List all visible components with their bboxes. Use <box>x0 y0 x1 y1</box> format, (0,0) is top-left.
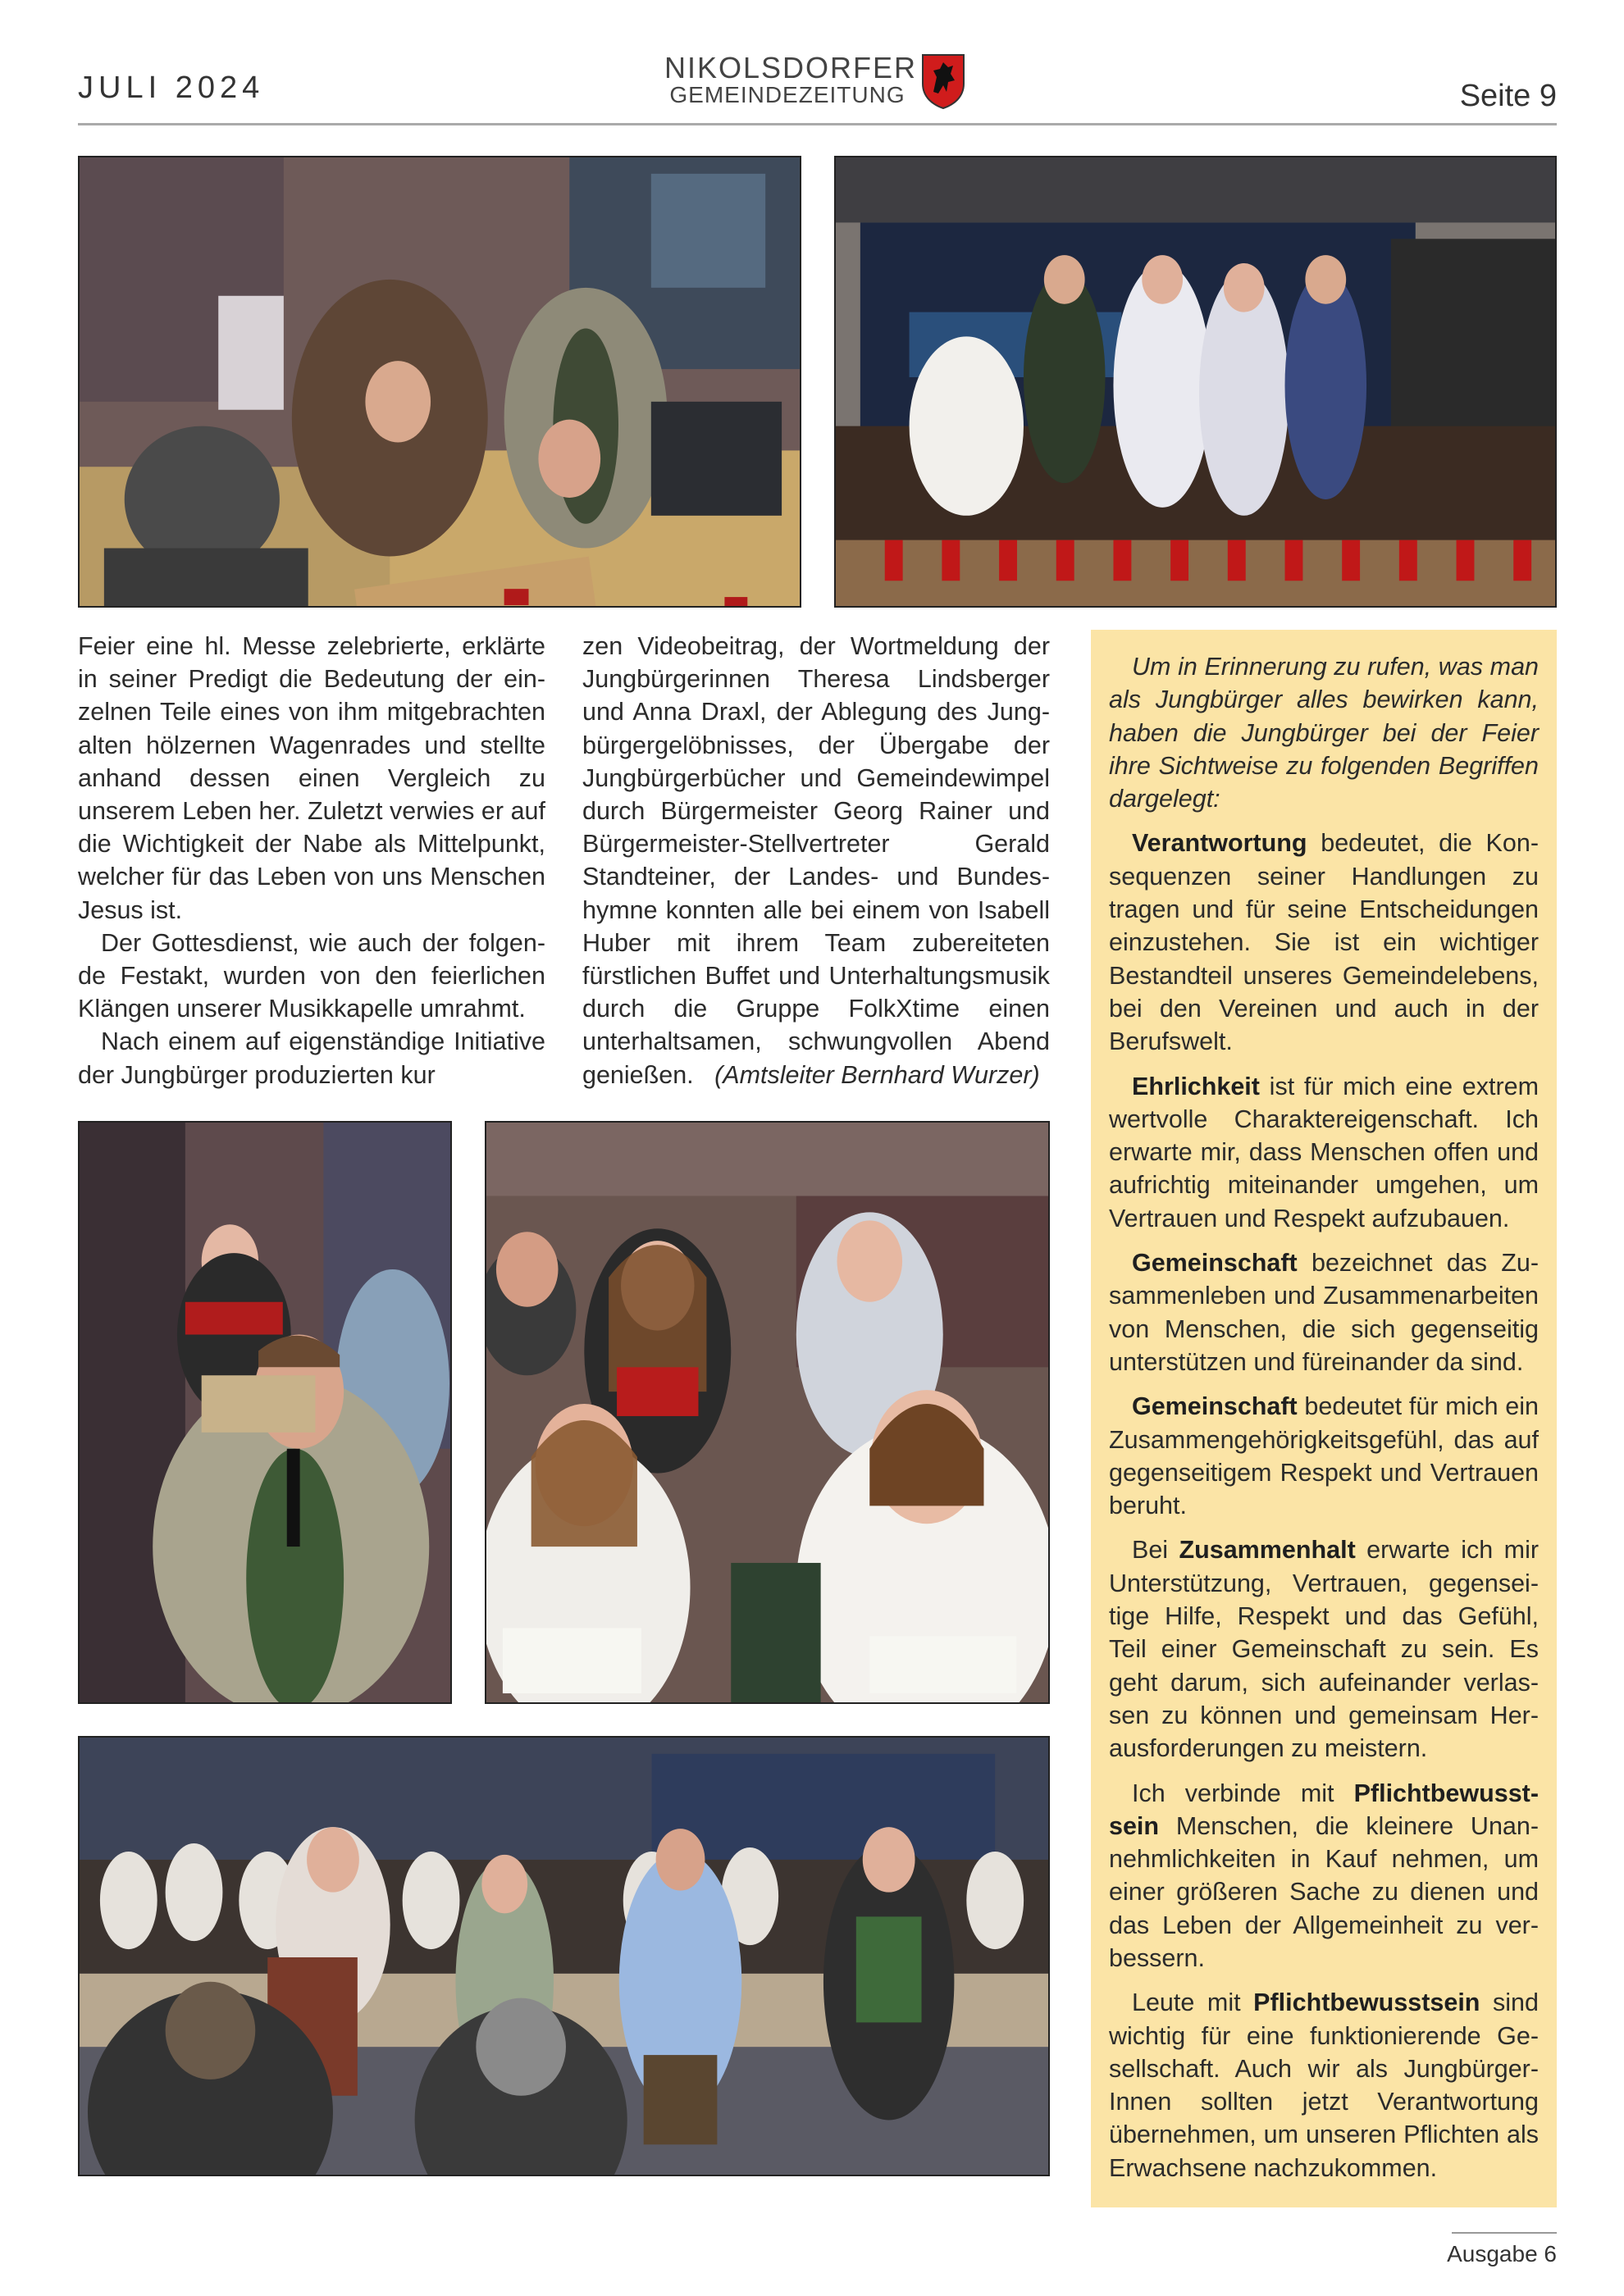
article-column-2 <box>582 630 1050 1091</box>
box-item: Gemeinschaft bezeichnet das Zusammenleben und Zusammenarbeiten von Menschen, die sich gegenseitig unterstützen und füreinander da sind. <box>1109 1249 1539 1376</box>
box-term: Gemeinschaft <box>1132 1249 1298 1278</box>
photo-lectern-ceremony <box>78 1736 1050 2176</box>
author-signature: (Amtsleiter Bernhard Wurzer) <box>714 1060 1040 1089</box>
box-item: Ehrlichkeit ist für mich eine extrem wertvolle Charaktereigenschaft. Ich erwarte mir, dass Menschen offen und aufrichtig miteinander umgehen, um Vertrauen und Respekt aufzubauen. <box>1109 1072 1539 1232</box>
col1-paragraph-2: Der Gottesdienst, wie auch der folgende Festakt, wurden von den feierlichen Klängen unserer Musikkapelle umrahmt. <box>78 928 545 1023</box>
col1-paragraph-3: Nach einem auf eigenständige Initiative der Jungbürger produzierten kur <box>78 1027 545 1089</box>
col1-paragraph-1: Feier eine hl. Messe zelebrierte, erklärte in seiner Predigt die Bedeutung der einzelnen Teile eines von ihm mitgebrachten alten hölzernen Wagenrades und stellte anhand dessen einen Vergleich zu unserem Leben her. Zuletzt verwies er auf die Wichtigkeit der Nabe als Mittelpunkt, welcher für das Leben von uns Menschen Jesus ist. <box>78 632 545 924</box>
box-intro: Um in Erinnerung zu rufen, was man als Jungbürger alles bewirken kann, haben die Jungbürger bei der Feier ihre Sichtweise zu folgenden Begriffen dargelegt: <box>1109 653 1539 813</box>
photo-girls-reading <box>485 1121 1050 1704</box>
box-item: Ich verbinde mit Pflichtbewusstsein Menschen, die kleinere Unannehmlichkeiten in Kauf nehmen, um einer größeren Sache zu dienen und das Leben der Allgemeinheit zu verbessern. <box>1109 1779 1539 1972</box>
box-item: Leute mit Pflichtbewusstsein sind wichtig für eine funktionierende Gesellschaft. Auch wir als JungbürgerInnen sollten jetzt Verantwortung übernehmen, um unseren Pflichten als Erwachsene nachzukommen. <box>1109 1988 1539 2182</box>
box-term: Pflichtbewusstsein <box>1253 1988 1480 2017</box>
box-item: Gemeinschaft bedeutet für mich ein Zusammengehörigkeitsgefühl, das auf gegenseitigem Respekt und Vertrauen beruht. <box>1109 1392 1539 1520</box>
citizens-values-box <box>1091 630 1557 2207</box>
box-term: Ehrlichkeit <box>1132 1072 1260 1100</box>
masthead-subtitle: GEMEINDEZEITUNG <box>669 82 906 107</box>
masthead-title: NIKOLSDORFER <box>664 51 918 84</box>
box-item: Bei Zusammenhalt erwarte ich mir Unterstützung, Vertrauen, gegenseitige Hilfe, Respekt und das Gefühl, Teil einer Gemeinschaft zu sein. Es geht darum, sich aufeinander verlassen zu können und gemeinsam Herausforderungen zu meistern. <box>1109 1536 1540 1763</box>
issue-number: Ausgabe 6 <box>1447 2241 1557 2266</box>
box-term: Pflichtbewusstsein <box>1109 1779 1539 1840</box>
photo-stage-group <box>834 156 1557 608</box>
col2-text: zen Videobeitrag, der Wortmeldung der Jungbürgerinnen Theresa Lindsberger und Anna Draxl, der Ablegung des Jungbürgergelöbnisses, der Übergabe der Jungbürgerbücher und Gemeindewimpel durch Bürgermeister Georg Rainer und Bürgermeister-Stellvertreter Gerald Standteiner, der Landes- und Bundeshymne konnten alle bei einem von Isabell Huber mit ihrem Team zubereiteten fürstlichen Buffet und Unterhaltungsmusik durch die Gruppe FolkXtime einen unterhaltsamen, schwungvollen Abend genießen. <box>582 632 1050 1089</box>
box-term: Gemeinschaft <box>1132 1392 1298 1421</box>
col2-paragraph-1 <box>582 630 1050 1091</box>
footer-rule <box>1452 2232 1557 2234</box>
page-number: Seite 9 <box>1459 79 1557 113</box>
issue-date: JULI 2024 <box>78 71 265 105</box>
photo-priest-handover <box>78 156 801 608</box>
box-item: Verantwortung bedeutet, die Konsequenzen seiner Handlungen zu tragen und für seine Entscheidungen einzustehen. Sie ist ein wichtiger Bestandteil unseres Gemeindelebens, bei den Vereinen und auch in der Berufswelt. <box>1109 829 1539 1056</box>
photo-mayor-speaking <box>78 1121 452 1704</box>
article-column-1 <box>78 630 545 1091</box>
box-term: Verantwortung <box>1132 829 1307 858</box>
header-rule <box>78 123 1557 125</box>
box-term: Zusammenhalt <box>1179 1536 1356 1565</box>
coat-of-arms-icon <box>920 52 966 110</box>
